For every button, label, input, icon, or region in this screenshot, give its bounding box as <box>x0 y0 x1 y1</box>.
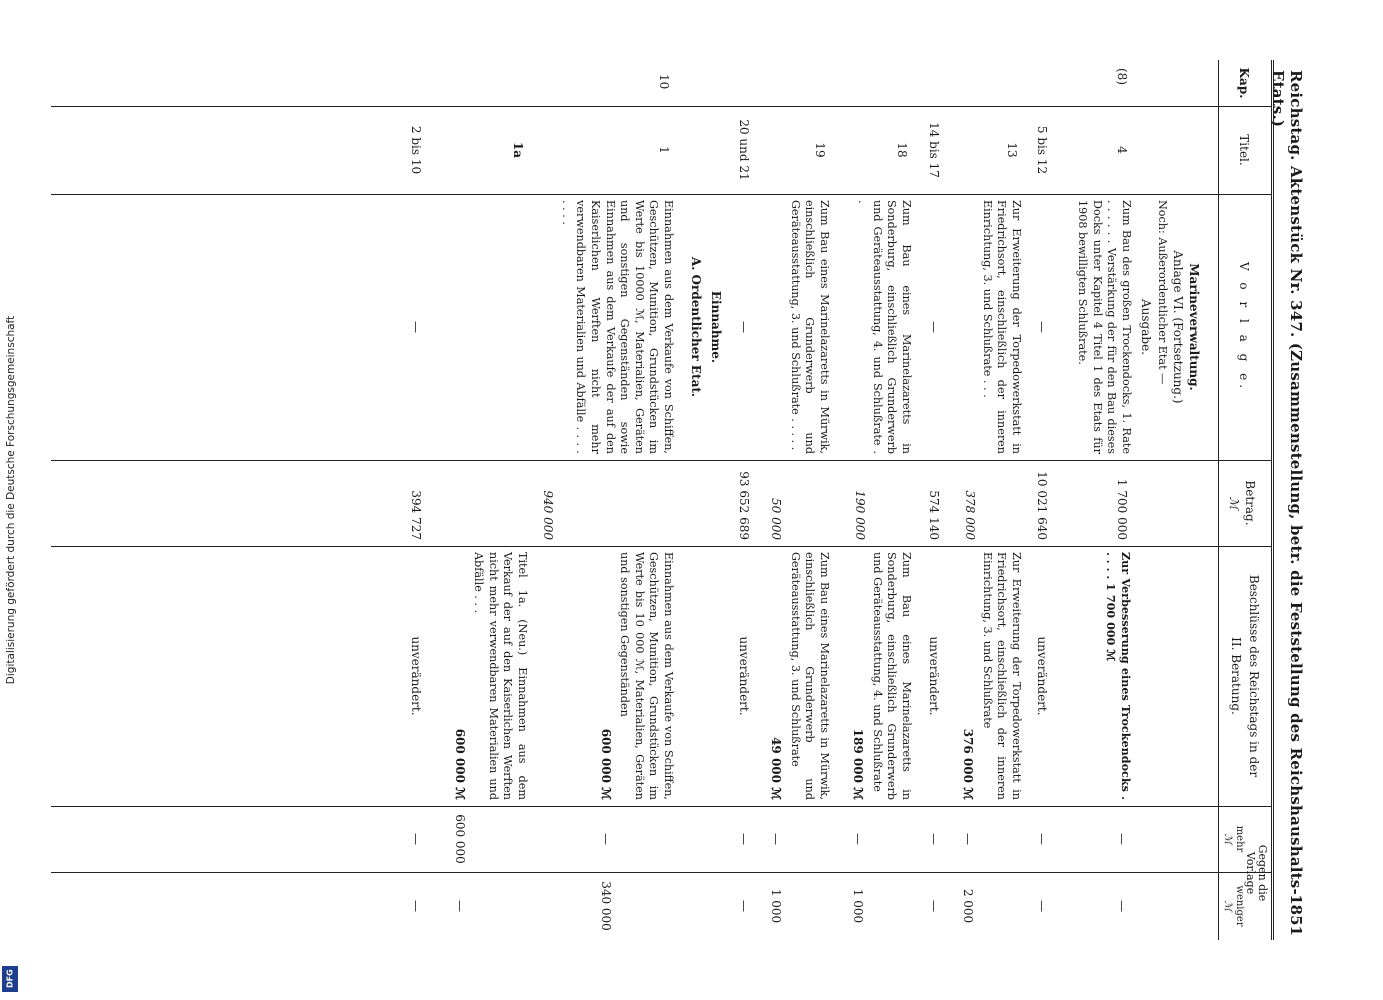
row-weniger: — <box>409 900 423 912</box>
row-kap: (8) <box>1115 68 1129 85</box>
row-vorlage: Zum Bau des großen Trockendocks, 1. Rate . . . . . . Verstärkung der für den Bau dieses Docks unter Kapitel 4 Titel 1 des Etats für 1908 bewilligten Schlußrate. <box>1076 200 1133 454</box>
row-beschluss-amount: 600 000 ℳ <box>599 728 613 800</box>
header-rule <box>1218 60 1219 940</box>
credit-text: Digitalisierung gefördert durch die Deutsche Forschungsgemeinschaft <box>5 315 17 685</box>
row-mehr: — <box>737 833 751 845</box>
header-kap: Kap. <box>1237 67 1251 99</box>
row-mehr: — <box>1035 833 1049 845</box>
row-beschluss: unverändert. <box>409 636 423 716</box>
header-beschluesse-2: II. Beratung. <box>1229 637 1243 715</box>
column-rule <box>51 806 1271 807</box>
row-beschluss: Zur Erweiterung der Torpedowerkstatt in Friedrichsort, einschließlich der inneren Einrichtung, 3. und Schlußrate <box>980 552 1023 800</box>
column-rule <box>51 546 1271 547</box>
row-weniger: 1 000 <box>851 888 865 924</box>
row-betrag: 378 000 <box>963 490 977 540</box>
section-anlage: Anlage VI. (Fortsetzung.) <box>1171 250 1185 404</box>
header-title: Reichstag. Aktenstück Nr. 347. (Zusammenstellung, betr. die Feststellung des Reichshaushalts-Etats.) <box>1269 70 1305 895</box>
column-rule <box>51 872 1271 873</box>
section-ausgabe: Ausgabe. <box>1139 299 1153 355</box>
row-weniger: — <box>927 900 941 912</box>
row-mehr: 600 000 <box>453 814 467 864</box>
row-mehr: — <box>961 833 975 845</box>
row-vorlage: Zur Erweiterung der Torpedowerkstatt in Friedrichsort, einschließlich der inneren Einrichtung, 3. und Schlußrate . . . <box>980 200 1023 454</box>
row-mehr: — <box>599 833 613 845</box>
row-mehr: — <box>409 833 423 845</box>
row-vorlage: Zum Bau eines Marinelazaretts in Sonderburg, einschließlich Grunderwerb und Geräteausstattung, 4. und Schlußrate . . <box>856 200 913 454</box>
row-betrag: 93 652 689 <box>737 471 751 540</box>
row-vorlage: — <box>1035 321 1049 333</box>
row-vorlage: — <box>927 321 941 333</box>
column-rule <box>51 460 1271 461</box>
row-mehr: — <box>927 833 941 845</box>
row-titel: 14 bis 17 <box>927 122 941 178</box>
dfg-logo: DFG <box>2 966 18 992</box>
row-titel: 18 <box>895 142 909 158</box>
row-beschluss-amount: 49 000 ℳ <box>769 737 783 800</box>
header-beschluesse-1: Beschlüsse des Reichstags in der <box>1247 574 1261 778</box>
row-beschluss-amount: 376 000 ℳ <box>961 728 975 800</box>
row-mehr: — <box>851 833 865 845</box>
row-beschluss: Zur Verbesserung eines Trockendocks . . . . . 1 700 000 ℳ <box>1104 552 1133 800</box>
header-weniger: weniger <box>1234 885 1245 927</box>
digitization-credit <box>0 0 22 1000</box>
page-header <box>1269 60 1310 940</box>
header-betrag-unit: ℳ <box>1227 496 1241 510</box>
row-weniger: — <box>1035 900 1049 912</box>
row-betrag: 10 021 640 <box>1035 471 1049 540</box>
row-titel: 2 bis 10 <box>409 125 423 175</box>
row-beschluss-amount: 189 000 ℳ <box>851 728 865 800</box>
row-titel: 5 bis 12 <box>1035 125 1049 175</box>
header-mehr: mehr <box>1234 825 1245 853</box>
row-betrag: 574 140 <box>927 490 941 540</box>
row-beschluss: Zum Bau eines Marinelazaretts in Mürwik, einschließlich Grunderwerb und Geräteausstattung, 3. und Schlußrate <box>788 552 831 800</box>
row-weniger: — <box>1115 900 1129 912</box>
header-vorlage: V o r l a g e. <box>1237 261 1251 393</box>
row-weniger: — <box>737 900 751 912</box>
section-einnahme: Einnahme. <box>709 290 723 364</box>
row-weniger: — <box>453 900 467 912</box>
header-mehr-unit: ℳ <box>1222 833 1233 845</box>
row-betrag: 394 727 <box>409 490 423 540</box>
section-noch: Noch: Außerordentlicher Etat — <box>1156 200 1169 385</box>
row-vorlage: — <box>409 321 423 333</box>
row-beschluss: Zum Bau eines Marinelazaretts in Sonderburg, einschließlich Grunderwerb und Geräteausstattung, 4. und Schlußrate <box>870 552 913 800</box>
row-mehr: — <box>1115 833 1129 845</box>
row-titel: 4 <box>1115 146 1129 154</box>
row-weniger: 340 000 <box>599 881 613 931</box>
row-titel: 19 <box>813 142 827 158</box>
row-vorlage: — <box>737 321 751 333</box>
row-titel: 1a <box>511 141 525 159</box>
header-weniger-unit: ℳ <box>1222 900 1233 912</box>
row-weniger: 2 000 <box>961 888 975 924</box>
row-beschluss: unverändert. <box>927 636 941 716</box>
header-titel: Titel. <box>1237 134 1251 166</box>
column-rule <box>51 194 1271 195</box>
section-verwaltung: Marineverwaltung. <box>1187 263 1201 391</box>
row-titel: 13 <box>1005 142 1019 158</box>
row-betrag: 50 000 <box>769 498 783 540</box>
header-betrag: Betrag. <box>1243 480 1257 526</box>
row-betrag: 1 700 000 <box>1115 478 1129 540</box>
row-beschluss: unverändert. <box>1035 636 1049 716</box>
page-number: 1851 <box>1287 894 1305 936</box>
row-beschluss-amount: 600 000 ℳ <box>453 728 467 800</box>
row-vorlage: Zum Bau eines Marinelazaretts in Mürwik, einschließlich Grunderwerb und Geräteausstattung, 3. und Schlußrate . . . . . <box>788 200 831 454</box>
row-titel: 1 <box>657 146 671 154</box>
document-page <box>30 60 1310 940</box>
row-weniger: 1 000 <box>769 888 783 924</box>
header-gegen-2: Vorlage <box>1244 851 1257 895</box>
row-betrag: 190 000 <box>853 490 867 540</box>
budget-table <box>51 60 1274 940</box>
row-vorlage: Einnahmen aus dem Verkaufe von Schiffen, Geschützen, Munition, Grundstücken im Werte bis 10000 ℳ, Materialien, Geräten und sonstigen Gegenständen sowie Einnahmen aus dem Verkaufe der auf den Kaiserlichen Werften nicht mehr verwendbaren Materialien und Abfälle . . . . . . . . <box>559 200 675 454</box>
row-beschluss: Titel 1a. (Neu.) Einnahmen aus dem Verkauf der auf den Kaiserlichen Werften nicht mehr verwendbaren Materialien und Abfälle . . . <box>472 552 529 800</box>
row-mehr: — <box>769 833 783 845</box>
header-gegen-1: Gegen die <box>1256 844 1269 902</box>
row-beschluss: unverändert. <box>737 636 751 716</box>
row-kap: 10 <box>657 74 671 90</box>
row-beschluss: Einnahmen aus dem Verkaufe von Schiffen, Geschützen, Munition, Grundstücken im Werte bis 10 000 ℳ, Materialien, Geräten und sonstigen Gegenständen <box>618 552 675 800</box>
section-ordentlich: A. Ordentlicher Etat. <box>689 256 703 398</box>
row-titel: 20 und 21 <box>737 119 751 181</box>
row-betrag: 940 000 <box>541 490 555 540</box>
